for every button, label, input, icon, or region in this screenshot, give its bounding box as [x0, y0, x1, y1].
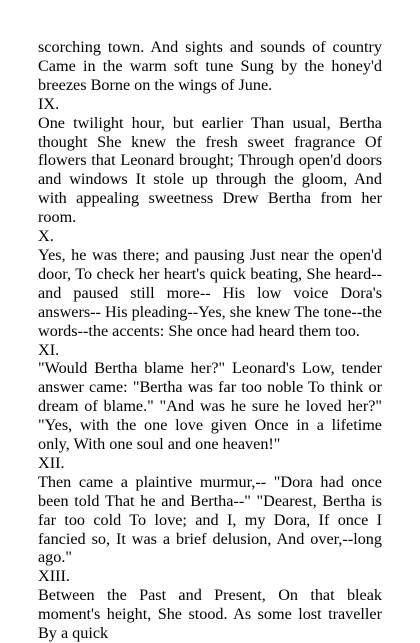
stanza-xi-text: "Would Bertha blame her?" Leonard's Low, tender answer came: "Bertha was far too noble To think or dream of blame." "And was he sure he loved her?" "Yes, with the one love given Once in a lifetime only, With one soul and one heaven!": [38, 359, 382, 454]
stanza-viii-ending: scorching town. And sights and sounds of country Came in the warm soft tune Sung by the honey'd breezes Borne on the wings of June.: [38, 38, 382, 94]
stanza-heading-xi: XI.: [38, 340, 60, 359]
stanza-x-text: Yes, he was there; and pausing Just near the open'd door, To check her heart's quick beating, She heard--and paused still more-- His low voice Dora's answers-- His pleading--Yes, she knew The tone--the words--the accents: She once had heard them too.: [38, 245, 382, 340]
stanza-heading-ix: IX.: [38, 94, 60, 113]
stanza-heading-xii: XII.: [38, 453, 65, 472]
document-page: [38, 38, 382, 643]
stanza-xiii-text: Between the Past and Present, On that bleak moment's height, She stood. As some lost traveller By a quick: [38, 586, 382, 643]
stanza-heading-xiii: XIII.: [38, 567, 70, 586]
stanza-heading-x: X.: [38, 227, 54, 246]
stanza-xii-text: Then came a plaintive murmur,-- "Dora had once been told That he and Bertha--" "Dearest, Bertha is far too cold To love; and I, my Dora, If once I fancied so, It was a brief delusion, And over,--long ago.": [38, 472, 382, 567]
stanza-ix-text: One twilight hour, but earlier Than usual, Bertha thought She knew the fresh sweet fragrance Of flowers that Leonard brought; Through open'd doors and windows It stole up through the gloom, And with appealing sweetness Drew Bertha from her room.: [38, 113, 382, 227]
